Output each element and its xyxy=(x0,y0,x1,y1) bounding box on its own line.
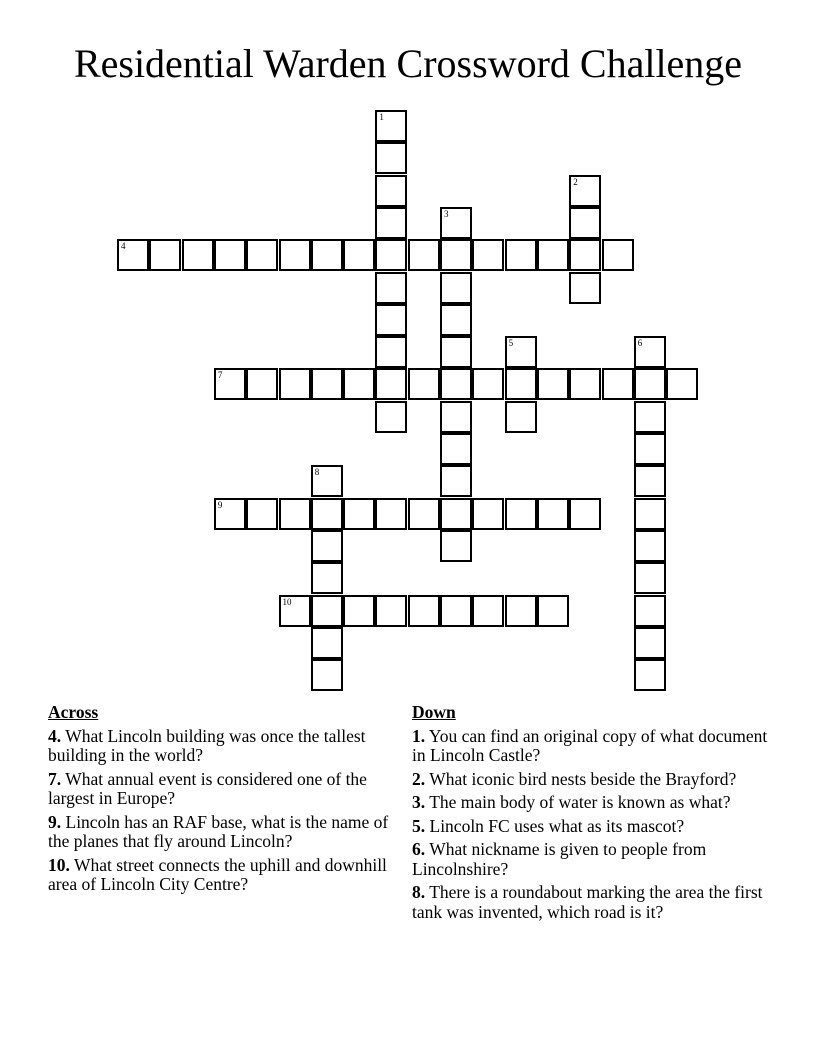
clue-number-label: 3 xyxy=(444,208,449,219)
grid-cell[interactable] xyxy=(634,336,666,368)
grid-cell[interactable] xyxy=(375,595,407,627)
grid-cell[interactable] xyxy=(408,239,440,271)
grid-cell[interactable] xyxy=(311,595,343,627)
grid-cell[interactable] xyxy=(440,239,472,271)
clue-down-2: 2. What iconic bird nests beside the Brayford? xyxy=(412,768,737,789)
grid-cell[interactable] xyxy=(408,498,440,530)
grid-cell[interactable] xyxy=(311,368,343,400)
grid-cell[interactable] xyxy=(440,401,472,433)
grid-cell[interactable] xyxy=(375,110,407,142)
clue-number-label: 7 xyxy=(217,370,223,381)
grid-cell[interactable] xyxy=(537,498,569,530)
grid-cell[interactable] xyxy=(375,142,407,174)
grid-cell[interactable] xyxy=(440,498,472,530)
grid-cell[interactable] xyxy=(505,239,537,271)
grid-cell[interactable] xyxy=(246,498,278,530)
grid-cell[interactable] xyxy=(214,498,246,530)
grid-cell[interactable] xyxy=(634,498,666,530)
grid-cell[interactable] xyxy=(214,368,246,400)
grid-cell[interactable] xyxy=(634,659,666,691)
grid-cell[interactable] xyxy=(117,239,149,271)
clue-across-9: 9. Lincoln has an RAF base, what is the name of the planes that fly around Lincoln? xyxy=(48,811,389,851)
clue-down-5: 5. Lincoln FC uses what as its mascot? xyxy=(412,815,685,836)
grid-cell[interactable] xyxy=(279,368,311,400)
grid-cell[interactable] xyxy=(311,530,343,562)
grid-cell[interactable] xyxy=(343,239,375,271)
clue-down-6: 6. What nickname is given to people from Lincolnshire? xyxy=(412,839,707,879)
grid-cell[interactable] xyxy=(505,595,537,627)
grid-cell[interactable] xyxy=(311,659,343,691)
clue-across-7: 7. What annual event is considered one of the largest in Europe? xyxy=(48,768,367,808)
grid-cell[interactable] xyxy=(472,595,504,627)
grid-cell[interactable] xyxy=(602,239,634,271)
grid-cell[interactable] xyxy=(375,498,407,530)
grid-cell[interactable] xyxy=(375,272,407,304)
grid-cell[interactable] xyxy=(279,498,311,530)
grid-cell[interactable] xyxy=(375,336,407,368)
grid-cell[interactable] xyxy=(505,498,537,530)
grid-cell[interactable] xyxy=(246,368,278,400)
grid-cell[interactable] xyxy=(569,368,601,400)
grid-cell[interactable] xyxy=(279,595,311,627)
grid-cell[interactable] xyxy=(505,401,537,433)
grid-cell[interactable] xyxy=(472,239,504,271)
grid-cell[interactable] xyxy=(246,239,278,271)
grid-cell[interactable] xyxy=(311,498,343,530)
grid-cell[interactable] xyxy=(666,368,698,400)
grid-cell[interactable] xyxy=(634,401,666,433)
grid-cell[interactable] xyxy=(569,239,601,271)
grid-cell[interactable] xyxy=(182,239,214,271)
grid-cell[interactable] xyxy=(569,175,601,207)
clue-number-label: 5 xyxy=(508,338,514,349)
grid-cell[interactable] xyxy=(440,368,472,400)
grid-cell[interactable] xyxy=(537,595,569,627)
clue-across-4: 4. What Lincoln building was once the tallest building in the world? xyxy=(48,725,366,765)
grid-cell[interactable] xyxy=(634,433,666,465)
grid-cell[interactable] xyxy=(375,239,407,271)
grid-cell[interactable] xyxy=(214,239,246,271)
clue-number-label: 9 xyxy=(217,499,223,510)
grid-cell[interactable] xyxy=(375,368,407,400)
grid-cell[interactable] xyxy=(375,401,407,433)
grid-cell[interactable] xyxy=(375,207,407,239)
grid-cell[interactable] xyxy=(602,368,634,400)
grid-cell[interactable] xyxy=(440,272,472,304)
grid-cell[interactable] xyxy=(311,465,343,497)
grid-cell[interactable] xyxy=(311,562,343,594)
grid-cell[interactable] xyxy=(375,304,407,336)
clue-number-label: 4 xyxy=(121,241,126,252)
grid-cell[interactable] xyxy=(440,530,472,562)
clue-down-1: 1. You can find an original copy of what document in Lincoln Castle? xyxy=(412,725,768,765)
grid-cell[interactable] xyxy=(634,530,666,562)
grid-cell[interactable] xyxy=(537,368,569,400)
grid-cell[interactable] xyxy=(311,239,343,271)
grid-cell[interactable] xyxy=(375,175,407,207)
grid-cell[interactable] xyxy=(279,239,311,271)
grid-cell[interactable] xyxy=(440,433,472,465)
grid-cell[interactable] xyxy=(634,627,666,659)
grid-cell[interactable] xyxy=(149,239,181,271)
down-clues xyxy=(412,703,782,926)
grid-cell[interactable] xyxy=(440,465,472,497)
grid-cell[interactable] xyxy=(343,368,375,400)
grid-cell[interactable] xyxy=(440,336,472,368)
grid-cell[interactable] xyxy=(505,336,537,368)
clue-number-label: 6 xyxy=(637,338,643,349)
grid-cell[interactable] xyxy=(440,595,472,627)
grid-cell[interactable] xyxy=(472,368,504,400)
down-heading: Down xyxy=(412,702,456,722)
grid-cell[interactable] xyxy=(343,595,375,627)
grid-cell[interactable] xyxy=(634,465,666,497)
grid-cell[interactable] xyxy=(472,498,504,530)
grid-cell[interactable] xyxy=(408,595,440,627)
grid-cell[interactable] xyxy=(343,498,375,530)
across-clues xyxy=(48,703,403,899)
grid-cell[interactable] xyxy=(440,304,472,336)
clue-down-3: 3. The main body of water is known as what? xyxy=(412,792,731,812)
grid-cell[interactable] xyxy=(505,368,537,400)
grid-cell[interactable] xyxy=(311,627,343,659)
grid-cell[interactable] xyxy=(408,368,440,400)
grid-cell[interactable] xyxy=(634,368,666,400)
clue-number-label: 10 xyxy=(282,596,292,607)
grid-cell[interactable] xyxy=(440,207,472,239)
clue-across-10: 10. What street connects the uphill and downhill area of Lincoln City Centre? xyxy=(48,854,387,894)
clue-down-8: 8. There is a roundabout marking the area the first tank was invented, which road is it? xyxy=(412,882,763,922)
clue-number-label: 8 xyxy=(314,467,320,478)
grid-cell[interactable] xyxy=(569,498,601,530)
grid-cell[interactable] xyxy=(634,562,666,594)
grid-cell[interactable] xyxy=(634,595,666,627)
clue-number-label: 2 xyxy=(573,176,578,187)
across-heading: Across xyxy=(48,702,99,722)
grid-cell[interactable] xyxy=(569,272,601,304)
puzzle-title: Residential Warden Crossword Challenge xyxy=(73,41,743,86)
grid-cell[interactable] xyxy=(537,239,569,271)
clue-number-label: 1 xyxy=(379,112,384,122)
grid-cell[interactable] xyxy=(569,207,601,239)
